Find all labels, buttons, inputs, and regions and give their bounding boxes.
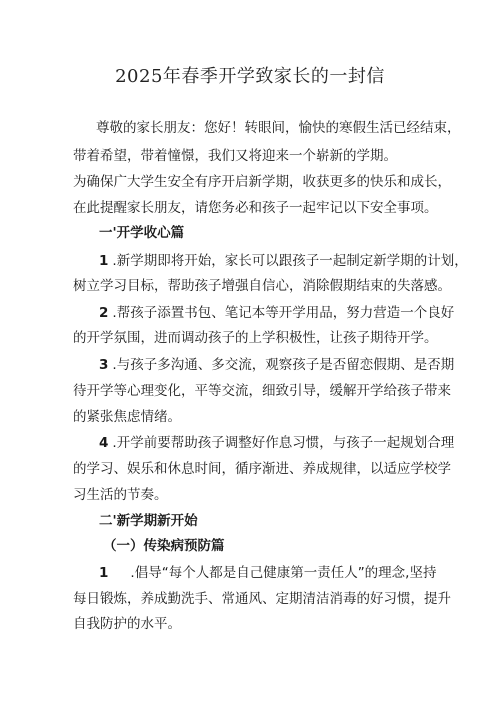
section-heading-back-to-school: 一'开学收心篇	[99, 225, 185, 241]
list-item-3-line-3: 的紧张焦虑情绪。	[73, 409, 181, 425]
subsection-heading-disease-prevention: （一）传染病预防篇	[103, 538, 225, 554]
list-item-5-line-1	[99, 563, 436, 583]
list-item-5-line-3: 自我防护的水平。	[73, 616, 181, 632]
list-item-4-line-1	[99, 433, 454, 453]
page-title: 2025年春季开学致家长的一封信	[115, 66, 385, 87]
list-item-text: .倡导“每个人都是自己健康第一责任人”的理念,坚持	[130, 565, 437, 581]
list-item-2-line-1	[99, 303, 454, 323]
intro-line-3: 为确保广大学生安全有序开启新学期，收获更多的快乐和成长，	[73, 174, 451, 190]
list-item-3-line-2: 待开学等心理变化，平等交流，细致引导，缓解开学给孩子带来	[73, 383, 451, 399]
list-item-text: .与孩子多沟通、多交流，观察孩子是否留恋假期、是否期	[112, 357, 455, 373]
list-item-number: 1	[99, 565, 109, 581]
list-item-4-line-2: 的学习、娱乐和休息时间，循序渐进、养成规律，以适应学校学	[73, 461, 451, 477]
list-item-3-line-1	[99, 355, 454, 375]
list-item-text: .新学期即将开始，家长可以跟孩子一起制定新学期的计划，	[112, 253, 468, 269]
list-item-text: .帮孩子添置书包、笔记本等开学用品，努力营造一个良好	[112, 305, 455, 321]
list-item-number: 1	[99, 253, 109, 269]
list-item-4-line-3: 习生活的节奏。	[73, 487, 168, 503]
list-item-5-line-2: 每日锻炼，养成勤洗手、常通风、定期清洁消毒的好习惯，提升	[73, 591, 451, 607]
list-item-number: 4	[99, 435, 109, 451]
list-item-text: .开学前要帮助孩子调整好作息习惯，与孩子一起规划合理	[112, 435, 455, 451]
intro-line-4: 在此提醒家长朋友，请您务必和孩子一起牢记以下安全事项。	[73, 200, 438, 216]
section-heading-new-semester: 二'新学期新开始	[99, 513, 198, 529]
intro-line-1: 尊敬的家长朋友：您好！转眼间，愉快的寒假生活已经结束，	[96, 120, 461, 136]
intro-line-2: 带着希望，带着憧憬，我们又将迎来一个崭新的学期。	[73, 148, 397, 164]
list-item-number: 3	[99, 357, 109, 373]
list-item-2-line-2: 的开学氛围，进而调动孩子的上学积极性，让孩子期待开学。	[73, 330, 438, 346]
list-item-1-line-1	[99, 251, 468, 271]
list-item-number: 2	[99, 305, 109, 321]
list-item-1-line-2: 树立学习目标，帮助孩子增强自信心，消除假期结束的失落感。	[73, 278, 451, 294]
